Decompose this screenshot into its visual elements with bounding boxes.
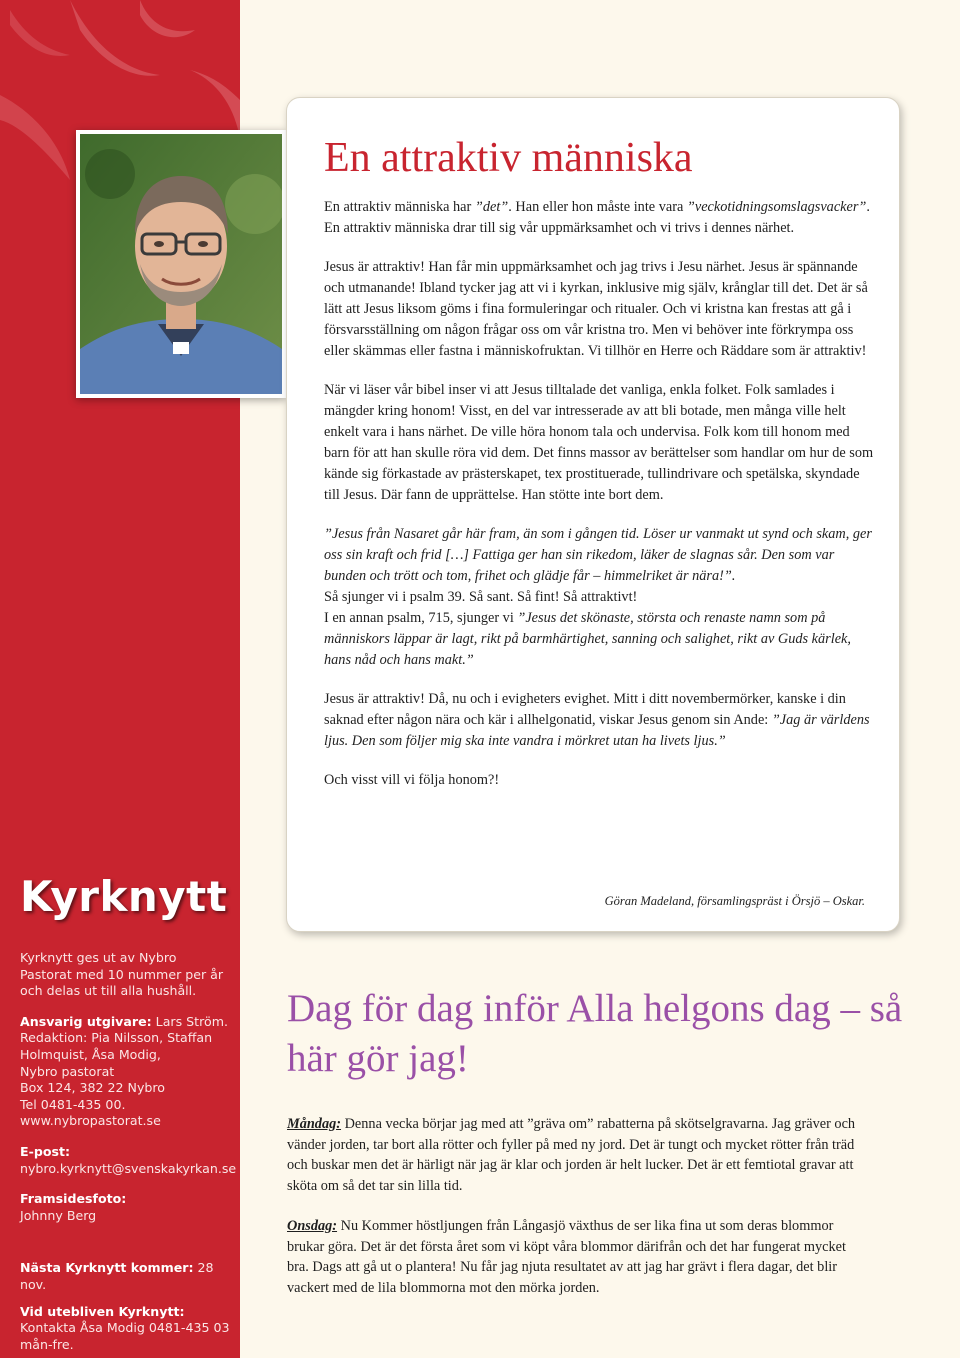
email-label: E-post: [20,1143,71,1159]
article-paragraph-5 [324,689,874,752]
article-signature: Göran Madeland, församlingspräst i Örsjö – Oskar. [604,894,865,908]
wednesday-text: Nu Kommer höstljungen från Långasjö växthus de ser lika fina ut som deras blommor brukar göra. Det är det första året som vi köpt våra blommor därifrån och det har fungerat mycket bra. Dags att gå ut o plantera! Nu får jag njuta resultatet av att jag har grävt i flera dagar, det blir vackert med de lila blommorna mot den mörka jorden. [287,1218,846,1296]
phone: Tel 0481-435 00. [20,1096,126,1112]
missing-label: Vid utebliven Kyrknytt: [20,1303,185,1319]
psalm-quote: ”Jesus från Nasaret går här fram, än som i gången tid. Löser ur vanmakt ut synd och skam, ger oss sin kraft och frid […] Fattiga ger han sin rikedom, läker de slagnas sår. Den som var bunden och trött och tom, frihet och glädje får – himmelriket är nära!”. [324,526,872,584]
p5-b: ”Jag är världens ljus. Den som följer mig ska inte vandra i mörkret utan ha livets ljus.” [324,712,870,749]
psalm-line-2: Så sjunger vi i psalm 39. Så sant. Så fint! Så attraktivt! [324,589,638,605]
article-title: En attraktiv människa [324,135,693,181]
colophon [20,950,237,1353]
next-label: Nästa Kyrknytt kommer: [20,1260,194,1276]
p1-e: . En attraktiv människa drar till sig vår uppmärksamhet och vi trivs i dennes närhet. [324,199,870,236]
photo-label: Framsidesfoto: [20,1191,127,1207]
diary-section [287,1114,862,1318]
diary-wednesday [287,1216,862,1298]
monday-text: Denna vecka börjar jag med att ”gräva om” rabatterna på skötselgravarna. Jag gräver och vänder jorden, tar bort alla rötter och fyller på med ny jord. Det är tungt och mycket rötter från träd och buskar men det är härligt när jag är klar och jorden är helt lucker. Det är ett femtiotal gravar att sköta om så det tar sin lilla tid. [287,1116,856,1194]
photo-credit: Johnny Berg [20,1207,97,1223]
p1-b: ”det” [474,199,509,215]
brand-title: Kyrknytt [20,872,228,921]
psalm-line-3a: I en annan psalm, 715, sjunger vi [324,610,518,626]
colophon-email [20,1143,237,1177]
publisher-name: Lars Ström. [151,1013,228,1029]
article-paragraph-2: Jesus är attraktiv! Han får min uppmärksamhet och jag trivs i Jesu närhet. Jesus är spännande och utmanande! Ibland tycker jag att vi i kyrkan, inklusive mig själv, krånglar till det. Det är så lätt att Jesus liksom göms i fina formuleringar och ritualer. Och vi kristna kan frestas att gå i försvarsställning om någon frågar oss om vår kristna tro. Men vi behöver inte förkrympa oss eller skämmas eller fastna i människofruktan. Vi tillhör en Herre och Räddare som är attraktiv! [324,259,868,359]
colophon-editorial [20,1014,232,1130]
psalm-line-3b: ”Jesus det skönaste, största och renaste namn som på människors läppar är lagt, rikt på barmhärtighet, sanning och salighet, rikt av Guds kärlek, hans nåd och hans makt.” [324,610,851,668]
portrait-photo [76,130,286,398]
website-link[interactable]: www.nybropastorat.se [20,1113,161,1129]
editorial-names: Redaktion: Pia Nilsson, Staffan Holmquist, Åsa Modig, [20,1030,213,1062]
colophon-missing [20,1304,232,1354]
p1-c: . Han eller hon måste inte vara [508,199,687,215]
next-date: 28 nov. [20,1260,214,1292]
article-body [324,133,874,791]
article-paragraph-4 [324,524,874,671]
article-paragraph-1 [324,197,874,239]
article-card [286,97,900,932]
section-title: Dag för dag inför Alla helgons dag – så här gör jag! [287,987,903,1080]
article-paragraph-6: Och visst vill vi följa honom?! [324,772,500,788]
p5-a: Jesus är attraktiv! Då, nu och i evigheters evighet. Mitt i ditt novembermörker, kanske i din saknad efter någon nära och kär i allhelgonatid, viskar Jesus genom sin Ande: [324,691,846,728]
email-link[interactable]: nybro.kyrknytt@svenskakyrkan.se [20,1160,237,1176]
wednesday-label: Onsdag: [287,1218,338,1234]
p1-d: ”veckotidningsomslagsvacker” [686,199,867,215]
address: Box 124, 382 22 Nybro [20,1080,165,1096]
diary-monday [287,1114,862,1196]
org-name: Nybro pastorat [20,1063,115,1079]
colophon-next [20,1260,232,1293]
portrait-icon [80,134,282,394]
article-paragraph-3: När vi läser vår bibel inser vi att Jesus tilltalade det vanliga, enkla folket. Folk samlades i mängder kring honom! Visst, en del var intresserade av att bli botade, men många ville helt enkelt vara i hans närhet. De ville höra honom tala och undervisa. Folk kom till honom med barn för att han skulle röra vid dem. Det finns massor av berättelser som handlar om hur de som kände sig förkastade av prästerskapet, tex prostituerade, tullindrivare och spetälska, skyndade till Jesus. Där fann de upprättelse. Han stötte inte bort dem. [324,382,874,503]
colophon-intro: Kyrknytt ges ut av Nybro Pastorat med 10 nummer per år och delas ut till alla hushåll. [20,950,224,999]
monday-label: Måndag: [287,1116,342,1132]
p1-a: En attraktiv människa har [324,199,475,215]
publisher-label: Ansvarig utgivare: [20,1013,152,1029]
missing-text: Kontakta Åsa Modig 0481-435 03 mån-fre. [20,1320,230,1352]
colophon-photo [20,1191,232,1224]
